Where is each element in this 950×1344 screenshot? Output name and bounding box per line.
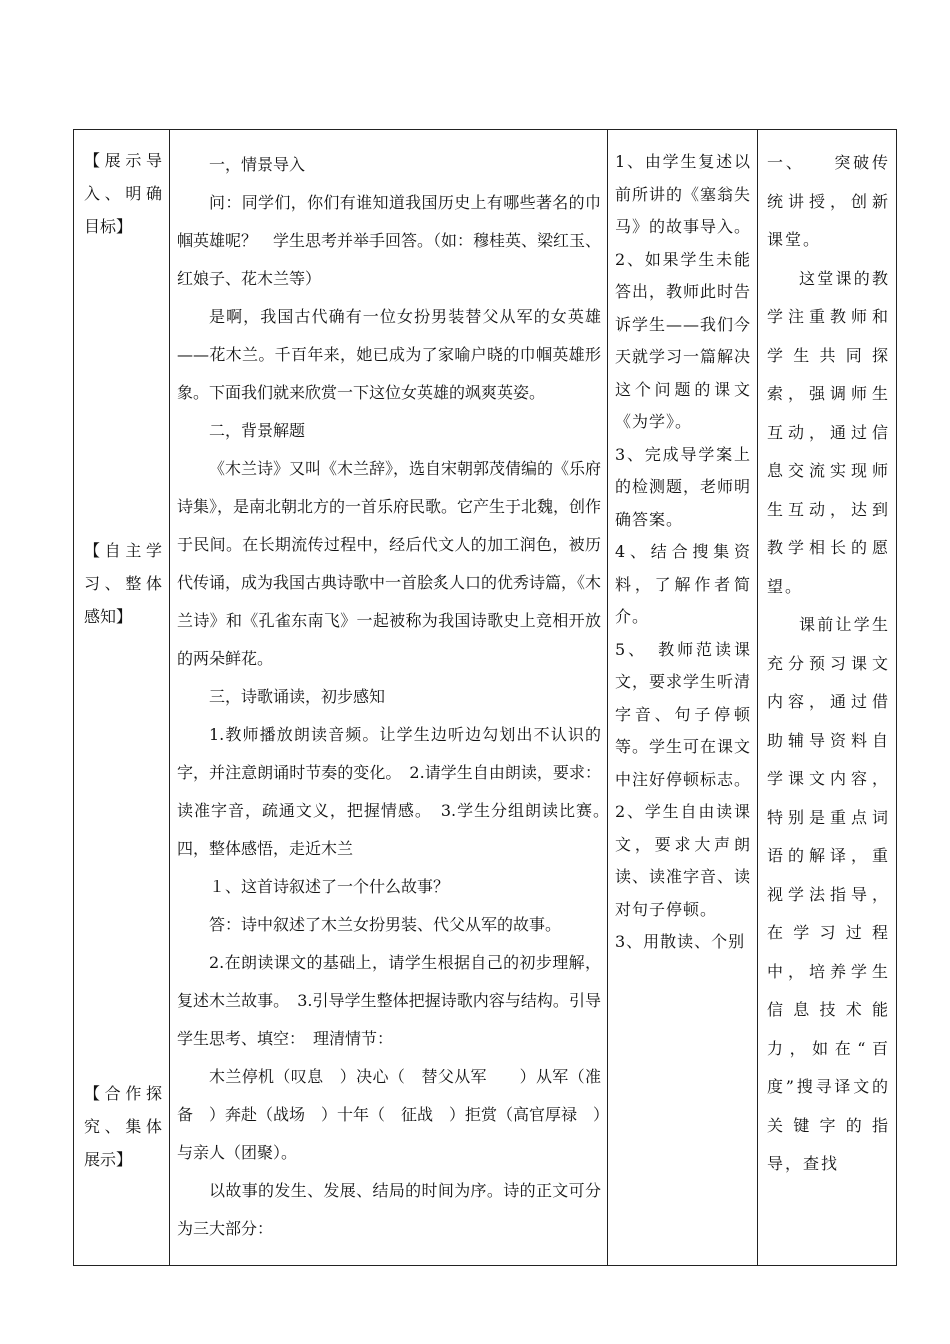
intent-paragraph: 课前让学生充分预习课文内容，通过借助辅导资料自学课文内容，特别是重点词语的解译，重视学法指导，在学习过程中，培养学生信息技术能力，如在“百度”搜寻译文的关键字的指导，查找 bbox=[767, 615, 890, 1173]
design-intent-column bbox=[757, 130, 898, 1184]
activity-item: 2、如果学生未能答出，教师此时告诉学生——我们今天就学习一篇解决这个问题的课文《为学》。 bbox=[615, 249, 752, 431]
stage-label-intro: 【展示导入、明确目标】 bbox=[84, 151, 162, 236]
stage-label-self-study: 【自主学习、整体感知】 bbox=[84, 541, 162, 626]
activity-item: 3、完成导学案上的检测题，老师明确答案。 bbox=[615, 444, 752, 529]
content-paragraph: 2.在朗读课文的基础上，请学生根据自己的初步理解，复述木兰故事。 3.引导学生整体把握诗歌内容与结构。引导学生思考、填空： 理清情节： bbox=[177, 953, 601, 1048]
stage-column bbox=[74, 130, 169, 1169]
content-paragraph: 以故事的发生、发展、结局的时间为序。诗的正文可分为三大部分： bbox=[177, 1181, 601, 1238]
intent-paragraph: 一、 突破传统讲授，创新课堂。 bbox=[767, 153, 890, 249]
content-heading: 一，情景导入 bbox=[209, 155, 306, 174]
activity-item: 3、用散读、个别 bbox=[615, 932, 746, 951]
activity-item: 2、学生自由读课文，要求大声朗读、读准字音、读对句子停顿。 bbox=[615, 802, 752, 919]
activity-item: 1、由学生复述以前所讲的《塞翁失马》的故事导入。 bbox=[615, 152, 752, 236]
lesson-plan-table bbox=[73, 129, 897, 1266]
teaching-content-column bbox=[169, 130, 618, 1248]
content-paragraph: 是啊，我国古代确有一位女扮男装替父从军的女英雄——花木兰。千百年来，她已成为了家喻户晓的巾帼英雄形象。下面我们就来欣赏一下这位女英雄的飒爽英姿。 bbox=[177, 307, 601, 402]
content-heading: 三，诗歌诵读，初步感知 bbox=[209, 687, 386, 706]
content-paragraph: 1.教师播放朗读音频。让学生边听边勾划出不认识的字，并注意朗诵时节奏的变化。 2.请学生自由朗读，要求：读准字音，疏通文义，把握情感。 3.学生分组朗读比赛。 四，整体感悟，走近木兰 bbox=[177, 725, 618, 858]
content-question: １、这首诗叙述了一个什么故事？ bbox=[209, 877, 450, 896]
content-plot-fill: 木兰停机（叹息 ）决心（ 替父从军 ）从军（准备 ）奔赴（战场 ）十年（ 征战 ）拒赏（高官厚禄 ）与亲人（团聚）。 bbox=[177, 1067, 602, 1162]
content-paragraph: 《木兰诗》又叫《木兰辞》，选自宋朝郭茂倩编的《乐府诗集》，是南北朝北方的一首乐府民歌。它产生于北魏，创作于民间。在长期流传过程中，经后代文人的加工润色，被历代传诵，成为我国古典诗歌中一首脍炙人口的优秀诗篇，《木兰诗》和《孔雀东南飞》一起被称为我国诗歌史上竞相开放的两朵鲜花。 bbox=[177, 459, 602, 668]
activity-column bbox=[607, 130, 757, 959]
activity-item: 4、结合搜集资料，了解作者简介。 bbox=[615, 542, 751, 626]
content-answer: 答：诗中叙述了木兰女扮男装、代父从军的故事。 bbox=[209, 915, 562, 934]
content-heading: 二，背景解题 bbox=[209, 421, 306, 440]
stage-label-cooperation: 【合作探究、集体展示】 bbox=[84, 1084, 162, 1169]
content-paragraph: 问：同学们，你们有谁知道我国历史上有哪些著名的巾帼英雄呢？ 学生思考并举手回答。（如：穆桂英、梁红玉、红娘子、花木兰等） bbox=[177, 193, 602, 288]
activity-item: 5、 教师范读课文，要求学生听清字音、句子停顿等。学生可在课文中注好停顿标志。 bbox=[615, 639, 752, 789]
intent-paragraph: 这堂课的教学注重教师和学生共同探索，强调师生互动，通过信息交流实现师生互动，达到教学相长的愿望。 bbox=[767, 268, 890, 596]
